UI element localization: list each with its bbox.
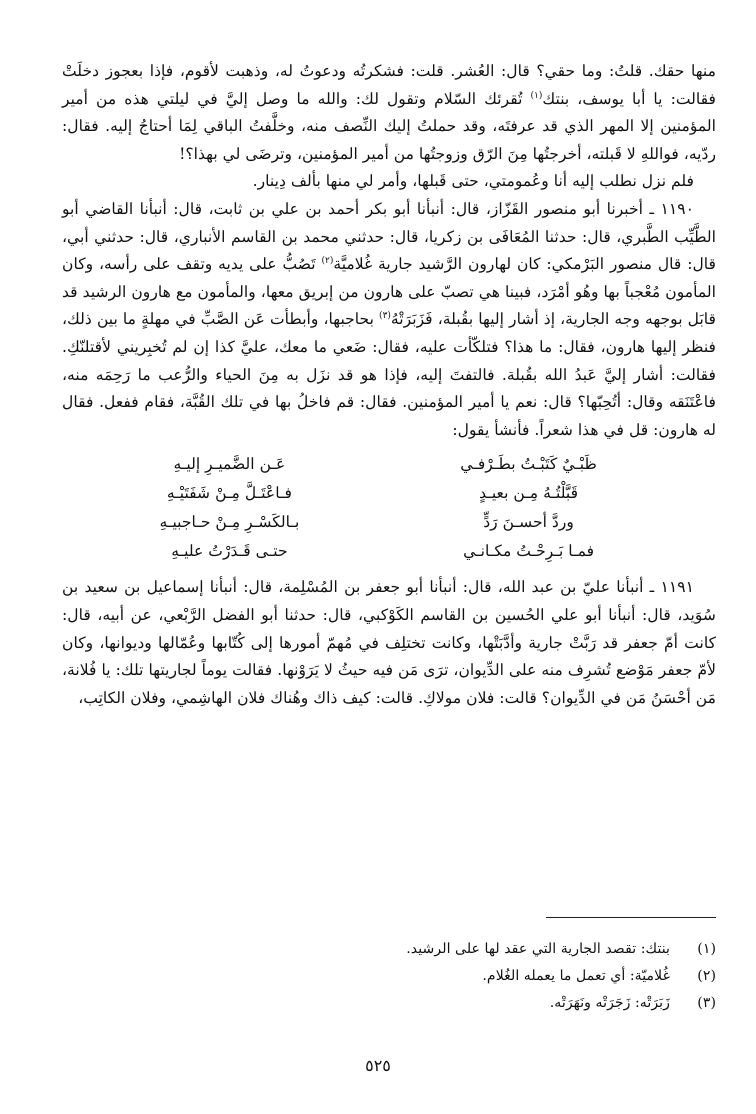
footnote-text: بنتك: تقصد الجارية التي عقد لها على الرشيد. <box>406 941 670 957</box>
footnote-3 <box>62 990 716 1017</box>
paragraph-1 <box>62 58 716 168</box>
poem-hemistich-first: قَبَّلْتُـهُ مِـن بعيـدٍ <box>479 484 579 503</box>
paragraph-1-text: منها حقك. قلتُ: وما حقي؟ قال: العُشر. قلت: فشكرتُه ودعوتُ له، وذهبت لأقوم، فإذا بعجوز دخلَتْ فقالت: يا أبا يوسف، بنتك <box>62 62 716 108</box>
footnote-divider <box>546 917 716 918</box>
footnote-number: (٢) <box>697 968 716 984</box>
paragraph-1190 <box>62 196 716 444</box>
paragraph-1190-part-c: بحاجبها، وأبطأت عَن الصَّبِّ في مهلةٍ ما بين ذلك، فنظر إليها هارون، فقال: ما هذا؟ فتلكّأت عليه، فقال: ضَعي ما معك، عليَّ كذا إن لم تُخبِريني لأقتلنّكِ. فقالت: أشار إليَّ عَبدُ الله بقُبلة. فالتفتَ إليه، فإذا هو قد نزَل به مِنَ الحياء والرُّعب ما رَحِمَه منه، فاعْتَنَقه وقال: أتُحِبّها؟ قال: نعم يا أمير المؤمنين. فقال: قم فاخلُ بها في تلك القُبَّة، فقام ففعل. فقال له هارون: قل في هذا شعراً. فأنشأ يقول: <box>62 310 716 439</box>
paragraph-1-rest: تُقرئك السّلام وتقول لك: والله ما وصل إليَّ في ليلتي هذه من أمير المؤمنين إلا المهر الذي قد عرفتَه، وقد حملتُ إليك النِّصف منه، وخلَّفتُ الباقي لِمَا أحتاجُ إليه. فقال: ردّيه، فواللهِ لا قَبلته، أخرجتُها مِنَ الرّق وزوجتُها من أمير المؤمنين، وترضَى لي بهذا؟! <box>62 89 716 163</box>
poem-hemistich-first: وردَّ أحسـنَ رَدٍّ <box>483 513 574 532</box>
footnote-number: (١) <box>697 941 716 957</box>
page-body <box>62 58 716 712</box>
footnote-ref-2[interactable]: (٢) <box>321 255 334 266</box>
poem-verse <box>102 508 656 537</box>
paragraph-2: فلم نزل نطلب إليه أنا وعُمومتي، حتى قَبلها، وأمر لي منها بألف دِينار. <box>252 172 694 191</box>
paragraph-1190-part-a: ١١٩٠ ـ أخبرنا أبو منصور القَزّاز، قال: أنبأنا أبو بكر أحمد بن علي بن ثابت، قال: أنبأنا القاضي أبو الطَّيِّب الطَّبري، قال: حدثنا المُعَافَى بن زكريا، قال: حدثني محمد بن القاسم الأنباري، قال: حدثني أبي، قال: قال منصور البَرْمكي: كان لهارون الرَّشيد جارية غُلاميَّة <box>62 199 716 274</box>
poem-hemistich-first: فمـا بَـرِحْـتُ مكـانـي <box>463 542 595 561</box>
poem-hemistich-second: عَـن الضَّميـرِ إليـهِ <box>173 455 286 474</box>
poem <box>62 450 716 566</box>
footnote-ref-3[interactable]: (٣) <box>379 311 391 322</box>
poem-verse <box>102 537 656 566</box>
paragraph-1191: ١١٩١ ـ أنبأنا عليّ بن عبد الله، قال: أنبأنا أبو جعفر بن المُسْلِمة، قال: أنبأنا إسماعيل بن سعيد بن سُوَيد، قال: أنبأنا أبو علي الحُسين بن القاسم الكَوْكبي، قال: حدثنا أبو الفضل الرَّبْعي، عن أبيه، قال: كانت أمّ جعفر قد رَبَّتْ جارية وأدَّبَتْها، وكانت تختلِف في مُهمّ أمورها إلى كُتّابها وعُمّالها وديوانها، وكان لأمّ جعفر مَوْضع تُشرِف منه على الدِّيوان، ترَى مَن فيه حيثُ لا يَرَوْنها. فقالت يوماً لجاريتها تلك: يا فُلانة، مَن أحْسَنُ مَن في الدِّيوان؟ قالت: فلان مولاكِ. قالت: كيف ذاك وهُناك فلان الهاشِمي، وفلان الكاتِب، <box>62 578 716 707</box>
footnote-text: غُلاميّة: أي تعمل ما يعمله الغُلام. <box>482 968 670 984</box>
footnote-1 <box>62 936 716 963</box>
footnote-text: زَبَرَتْه: زَجَرَتْه ونَهَرَتْه. <box>549 995 670 1011</box>
footnote-number: (٣) <box>697 995 716 1011</box>
paragraph-1190-part-b: تَصُبُّ على يديه وتقف على رأسه، وكان المأمون مُعْجباً بها وهُو أمْرَد، فبينا هي تصبّ على هارون من إبريق معها، والمأمون مع هارون الرشيد قد قابَل بوجهه وجه الجارية، إذ أشار إليها بقُبلة، فَزَبَرَتْهُ <box>62 255 716 329</box>
footnote-ref-1[interactable]: (١) <box>530 90 543 101</box>
footnotes <box>62 936 716 1017</box>
poem-hemistich-second: فـاعْتَـلَّ مِـنْ شَفَتَيْـهِ <box>166 484 292 503</box>
page-number: ٥٢٥ <box>365 1056 391 1075</box>
footnote-2 <box>62 963 716 990</box>
poem-hemistich-second: حتـى قَـدَرْتُ عليـهِ <box>171 542 288 561</box>
poem-hemistich-second: بـالكَسْـرِ مِـنْ حـاجبيـهِ <box>159 513 300 532</box>
poem-verse <box>102 479 656 508</box>
poem-hemistich-first: ظَبْـيٌ كَتَبْـتُ بطَـرْفـي <box>460 455 597 474</box>
poem-verse <box>102 450 656 479</box>
